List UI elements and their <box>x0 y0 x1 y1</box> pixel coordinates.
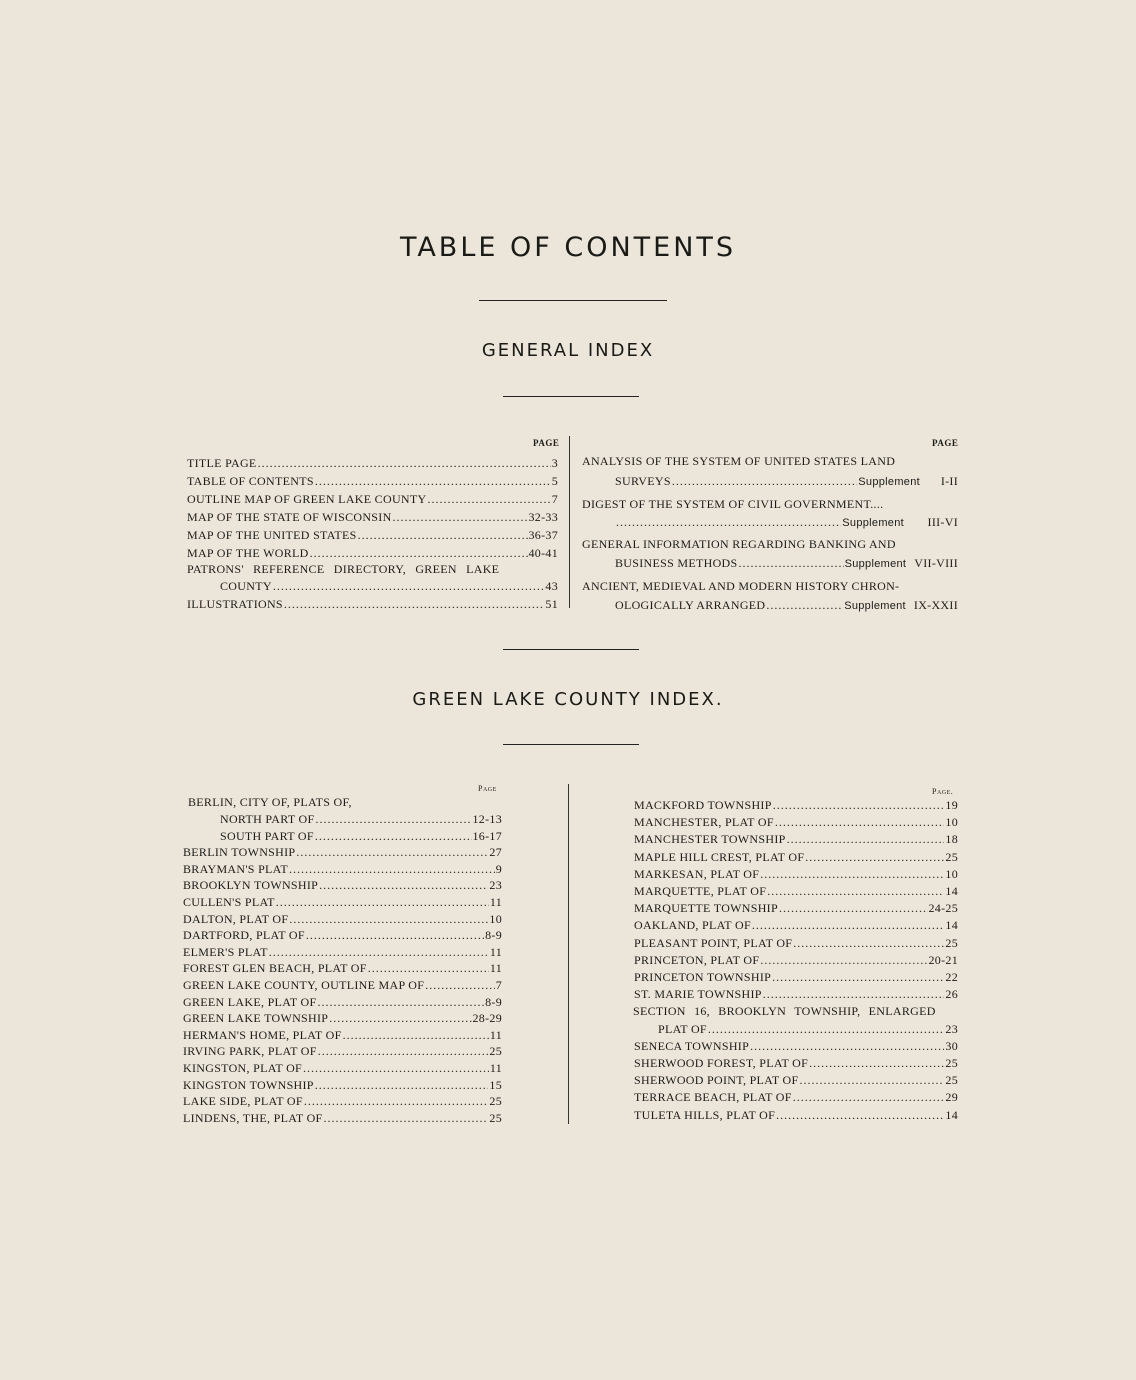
county-left-entry: ELMER'S PLAT ..... 11 <box>183 945 502 960</box>
county-right-entry: TULETA HILLS, PLAT OF ..... 14 <box>634 1108 958 1123</box>
county-right-entry: SHERWOOD FOREST, PLAT OF ..... 25 <box>634 1056 958 1071</box>
county-right-entry: PRINCETON, PLAT OF ..... 20-21 <box>634 953 958 968</box>
title-rule <box>479 300 667 301</box>
county-right-entry: PLEASANT POINT, PLAT OF ..... 25 <box>634 936 958 951</box>
county-left-entry: DARTFORD, PLAT OF ..... 8-9 <box>183 928 502 943</box>
county-right-entry: ST. MARIE TOWNSHIP ..... 26 <box>634 987 958 1002</box>
county-right-entry: SHERWOOD POINT, PLAT OF ..... 25 <box>634 1073 958 1088</box>
general-left-entry: PATRONS' REFERENCE DIRECTORY, GREEN LAKE <box>187 562 500 576</box>
county-left-entry: SOUTH PART OF ..... 16-17 <box>220 829 502 844</box>
general-left-entry: ILLUSTRATIONS ..... 51 <box>187 597 558 612</box>
general-left-entry: MAP OF THE WORLD ..... 40-41 <box>187 546 558 561</box>
general-index-heading: GENERAL INDEX <box>481 340 655 361</box>
county-right-entry: SENECA TOWNSHIP ..... 30 <box>634 1039 958 1054</box>
county-left-entry: GREEN LAKE TOWNSHIP ..... 28-29 <box>183 1011 502 1026</box>
page-title: TABLE OF CONTENTS <box>399 232 737 263</box>
general-column-divider <box>569 436 570 608</box>
general-right-entry: ANALYSIS OF THE SYSTEM OF UNITED STATES LAND <box>582 454 896 468</box>
county-right-entry: OAKLAND, PLAT OF ..... 14 <box>634 918 958 933</box>
general-left-entry: MAP OF THE STATE OF WISCONSIN ..... 32-33 <box>187 510 558 525</box>
general-right-entry: ANCIENT, MEDIEVAL AND MODERN HISTORY CHRON- <box>582 579 900 593</box>
county-index-rule <box>503 744 639 745</box>
county-right-entry: PLAT OF ..... 23 <box>658 1022 958 1037</box>
county-top-rule <box>503 649 639 650</box>
county-left-entry: LAKE SIDE, PLAT OF ..... 25 <box>183 1094 502 1109</box>
general-left-entry: TABLE OF CONTENTS ..... 5 <box>187 474 558 489</box>
county-left-entry: DALTON, PLAT OF ..... 10 <box>183 912 502 927</box>
county-right-entry: MAPLE HILL CREST, PLAT OF ..... 25 <box>634 850 958 865</box>
county-right-entry: PRINCETON TOWNSHIP ..... 22 <box>634 970 958 985</box>
county-left-entry: CULLEN'S PLAT ..... 11 <box>183 895 502 910</box>
county-left-entry: BERLIN, CITY OF, PLATS OF, <box>188 795 352 809</box>
county-left-entry: NORTH PART OF ..... 12-13 <box>220 812 502 827</box>
county-left-entry: BERLIN TOWNSHIP ..... 27 <box>183 845 502 860</box>
county-left-entry: KINGSTON, PLAT OF ..... 11 <box>183 1061 502 1076</box>
county-right-entry: MARKESAN, PLAT OF ..... 10 <box>634 867 958 882</box>
general-left-entry: COUNTY ..... 43 <box>220 579 558 594</box>
county-left-entry: LINDENS, THE, PLAT OF ..... 25 <box>183 1111 502 1126</box>
county-left-page-header: Page <box>478 784 497 793</box>
county-right-entry: TERRACE BEACH, PLAT OF ..... 29 <box>634 1090 958 1105</box>
county-left-entry: IRVING PARK, PLAT OF ..... 25 <box>183 1044 502 1059</box>
general-right-entry: BUSINESS METHODS ..... Supplement VII-VIII <box>615 556 958 571</box>
county-index-heading: GREEN LAKE COUNTY INDEX. <box>412 689 724 710</box>
county-right-page-header: Page. <box>932 787 954 796</box>
county-right-entry: MANCHESTER, PLAT OF ..... 10 <box>634 815 958 830</box>
county-right-entry: MACKFORD TOWNSHIP ..... 19 <box>634 798 958 813</box>
county-left-entry: KINGSTON TOWNSHIP ..... 15 <box>183 1078 502 1093</box>
county-left-entry: HERMAN'S HOME, PLAT OF ..... 11 <box>183 1028 502 1043</box>
general-left-entry: MAP OF THE UNITED STATES ..... 36-37 <box>187 528 558 543</box>
county-right-entry: MARQUETTE, PLAT OF ..... 14 <box>634 884 958 899</box>
county-column-divider <box>568 784 569 1124</box>
general-left-page-header: PAGE <box>533 438 560 448</box>
general-right-entry: DIGEST OF THE SYSTEM OF CIVIL GOVERNMENT.... <box>582 497 884 511</box>
general-left-entry: TITLE PAGE ..... 3 <box>187 456 558 471</box>
general-right-page-header: PAGE <box>932 438 959 448</box>
county-left-entry: GREEN LAKE COUNTY, OUTLINE MAP OF ..... 7 <box>183 978 502 993</box>
general-right-entry: OLOGICALLY ARRANGED ..... Supplement IX-XXII <box>615 598 958 613</box>
county-left-entry: BROOKLYN TOWNSHIP ..... 23 <box>183 878 502 893</box>
general-right-entry: SURVEYS ..... Supplement I-II <box>615 474 958 489</box>
county-left-entry: BRAYMAN'S PLAT ..... 9 <box>183 862 502 877</box>
general-left-entry: OUTLINE MAP OF GREEN LAKE COUNTY ..... 7 <box>187 492 558 507</box>
general-right-entry: ..... Supplement III-VI <box>615 515 958 530</box>
county-right-entry: MANCHESTER TOWNSHIP ..... 18 <box>634 832 958 847</box>
county-left-entry: FOREST GLEN BEACH, PLAT OF ..... 11 <box>183 961 502 976</box>
general-right-entry: GENERAL INFORMATION REGARDING BANKING AND <box>582 537 896 551</box>
general-index-rule <box>503 396 639 397</box>
county-right-entry: MARQUETTE TOWNSHIP ..... 24-25 <box>634 901 958 916</box>
county-left-entry: GREEN LAKE, PLAT OF ..... 8-9 <box>183 995 502 1010</box>
county-right-entry: SECTION 16, BROOKLYN TOWNSHIP, ENLARGED <box>633 1004 936 1019</box>
